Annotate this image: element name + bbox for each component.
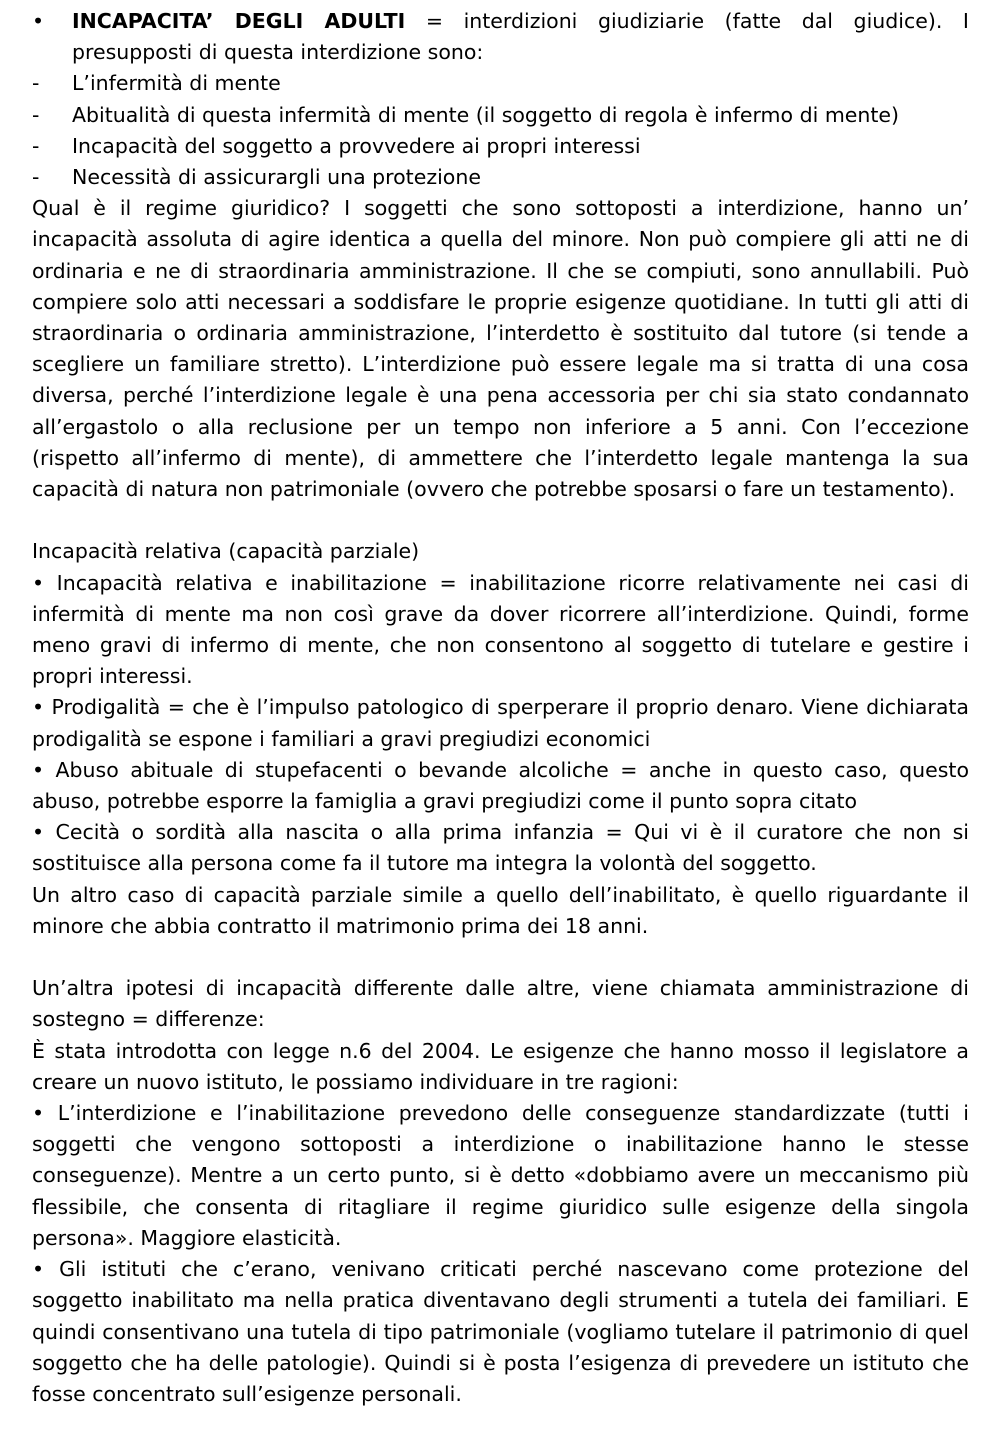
dash-list-item-text: Abitualità di questa infermità di mente (il soggetto di regola è infermo di mente) — [72, 102, 900, 127]
sostegno-intro-paragraph: Un’altra ipotesi di incapacità differente dalle altre, viene chiamata amministrazione di sostegno = differenze: — [32, 976, 969, 1032]
relativa-bullet-item: • Cecità o sordità alla nascita o alla prima infanzia = Qui vi è il curatore che non si sostituisce alla persona come fa il tutore ma integra la volontà del soggetto. — [32, 820, 969, 876]
dash-list-item — [32, 131, 969, 162]
intro-bold-term: INCAPACITA’ DEGLI ADULTI — [72, 9, 406, 33]
ragione-bullet-item: • Gli istituti che c’erano, venivano criticati perché nascevano come protezione del soggetto inabilitato ma nella pratica diventavano degli strumenti a tutela dei familiari. E quindi consentivano una tutela di tipo patrimoniale (vogliamo tutelare il patrimonio di quel soggetto che ha delle patologie). Quindi si è posta l’esigenza di prevedere un istituto che fosse concentrato sull’esigenze personali. — [32, 1257, 969, 1406]
document-page — [32, 6, 969, 1410]
dash-icon: - — [32, 102, 40, 127]
relativa-bullet-item: • Prodigalità = che è l’impulso patologico di sperperare il proprio denaro. Viene dichiarata prodigalità se espone i familiari a gravi pregiudizi economici — [32, 695, 969, 751]
intro-bullet-item — [32, 6, 969, 68]
ragione-bullet-item: • L’interdizione e l’inabilitazione prevedono delle conseguenze standardizzate (tutti i soggetti che vengono sottoposti a interdizione o inabilitazione hanno le stesse conseguenze). Mentre a un certo punto, si è detto «dobbiamo avere un meccanismo più flessibile, che consenta di ritagliare il regime giuridico sulle esigenze della singola persona». Maggiore elasticità. — [32, 1101, 969, 1250]
dash-icon: - — [32, 133, 40, 158]
dash-list-item-text: L’infermità di mente — [72, 71, 281, 96]
altro-caso-paragraph: Un altro caso di capacità parziale simile a quello dell’inabilitato, è quello riguardante il minore che abbia contratto il matrimonio prima dei 18 anni. — [32, 882, 969, 938]
dash-icon: - — [32, 71, 40, 96]
sostegno-legge-paragraph: È stata introdotta con legge n.6 del 2004. Le esigenze che hanno mosso il legislatore a creare un nuovo istituto, le possiamo individuare in tre ragioni: — [32, 1038, 969, 1094]
relativa-bullet-item: • Abuso abituale di stupefacenti o bevande alcoliche = anche in questo caso, questo abuso, potrebbe esporre la famiglia a gravi pregiudizi come il punto sopra citato — [32, 757, 969, 814]
dash-list-item-text: Necessità di assicurargli una protezione — [72, 165, 481, 190]
bullet-icon: • — [32, 9, 45, 33]
paragraph-spacer — [32, 942, 969, 973]
relativa-heading: Incapacità relativa (capacità parziale) — [32, 539, 420, 564]
dash-list-item — [32, 100, 969, 131]
paragraph-spacer — [32, 505, 969, 536]
intro-text: = interdizioni giudiziarie (fatte dal giudice). I presupposti di questa interdizione sono: — [72, 9, 969, 65]
regime-paragraph: Qual è il regime giuridico? I soggetti che sono sottoposti a interdizione, hanno un’ incapacità assoluta di agire identica a quella del minore. Non può compiere gli atti ne di ordinaria e ne di straordinaria amministrazione. Il che se compiuti, sono annullabili. Può compiere solo atti necessari a soddisfare le proprie esigenze quotidiane. In tutti gli atti di straordinaria o ordinaria amministrazione, l’interdetto è sostituito dal tutore (si tende a scegliere un familiare stretto). L’interdizione può essere legale ma si tratta di una cosa diversa, perché l’interdizione legale è una pena accessoria per chi sia stato condannato all’ergastolo o alla reclusione per un tempo non inferiore a 5 anni. Con l’eccezione (rispetto all’infermo di mente), di ammettere che l’interdetto legale mantenga la sua capacità di natura non patrimoniale (ovvero che potrebbe sposarsi o fare un testamento). — [32, 196, 969, 502]
dash-list-item — [32, 68, 969, 99]
dash-list-item-text: Incapacità del soggetto a provvedere ai propri interessi — [72, 133, 641, 158]
dash-list-item — [32, 162, 969, 193]
relativa-bullet-item: • Incapacità relativa e inabilitazione = inabilitazione ricorre relativamente nei casi di infermità di mente ma non così grave da dover ricorrere all’interdizione. Quindi, forme meno gravi di infermo di mente, che non consentono al soggetto di tutelare e gestire i propri interessi. — [32, 570, 969, 689]
dash-icon: - — [32, 165, 40, 190]
